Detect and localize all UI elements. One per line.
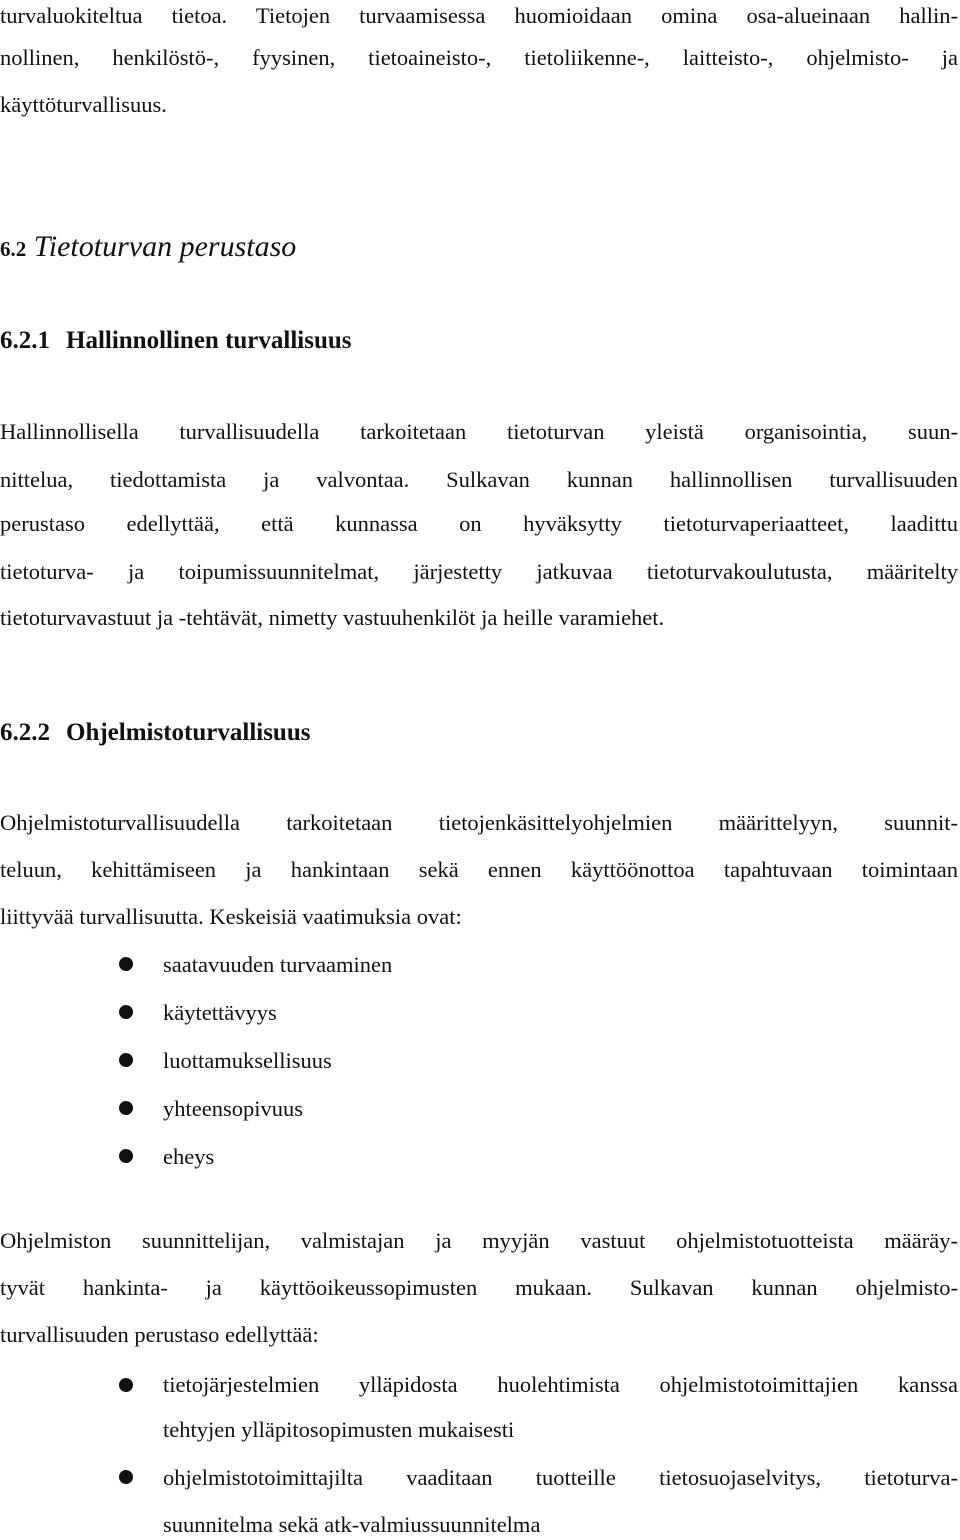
section-heading-6-2 <box>0 229 296 267</box>
paragraph-line: turvallisuuden perustaso edellyttää: <box>0 1322 319 1347</box>
subsection-title: Ohjelmistoturvallisuus <box>66 719 311 746</box>
list-item: eheys <box>163 1144 215 1169</box>
paragraph-line: perustaso edellyttää, että kunnassa on hyväksytty tietoturvaperiaatteet, laadittu <box>0 511 958 536</box>
bullet-icon <box>119 1053 133 1067</box>
paragraph-line: nittelua, tiedottamista ja valvontaa. Sulkavan kunnan hallinnollisen turvallisuuden <box>0 467 958 492</box>
subsection-heading-6-2-1 <box>0 325 352 357</box>
list-item-line: tehtyjen ylläpitosopimusten mukaisesti <box>163 1417 515 1442</box>
intro-line-2: nollinen, henkilöstö-, fyysinen, tietoaineisto-, tietoliikenne-, laitteisto-, ohjelmisto- ja <box>0 45 958 70</box>
paragraph-line: tietoturva- ja toipumissuunnitelmat, järjestetty jatkuvaa tietoturvakoulutusta, määritelty <box>0 559 958 584</box>
list-item-line: tietojärjestelmien ylläpidosta huolehtimista ohjelmistotoimittajien kanssa <box>163 1372 958 1397</box>
subsection-title: Hallinnollinen turvallisuus <box>66 327 352 354</box>
section-title: Tietoturvan perustaso <box>33 230 297 263</box>
paragraph-line: Ohjelmistoturvallisuudella tarkoitetaan tietojenkäsittelyohjelmien määrittelyyn, suunnit- <box>0 810 958 835</box>
bullet-icon <box>119 1149 133 1163</box>
intro-line-3: käyttöturvallisuus. <box>0 92 167 117</box>
list-item: luottamuksellisuus <box>163 1048 332 1073</box>
bullet-icon <box>119 1470 133 1484</box>
subsection-heading-6-2-2 <box>0 717 310 749</box>
list-item: käytettävyys <box>163 1000 277 1025</box>
paragraph-line: Hallinnollisella turvallisuudella tarkoitetaan tietoturvan yleistä organisointia, suun- <box>0 419 958 444</box>
intro-line-1: turvaluokiteltua tietoa. Tietojen turvaamisessa huomioidaan omina osa-alueinaan hallin- <box>0 3 958 28</box>
subsection-number: 6.2.1 <box>0 327 50 354</box>
bullet-icon <box>119 1101 133 1115</box>
bullet-icon <box>119 1005 133 1019</box>
paragraph-line: tietoturvavastuut ja -tehtävät, nimetty vastuuhenkilöt ja heille varamiehet. <box>0 605 665 630</box>
bullet-icon <box>119 957 133 971</box>
list-item-line: suunnitelma sekä atk-valmiussuunnitelma <box>163 1512 541 1537</box>
paragraph-line: tyvät hankinta- ja käyttöoikeussopimusten mukaan. Sulkavan kunnan ohjelmisto- <box>0 1275 958 1300</box>
list-item-line: ohjelmistotoimittajilta vaaditaan tuotteille tietosuojaselvitys, tietoturva- <box>163 1465 958 1490</box>
paragraph-line: liittyvää turvallisuutta. Keskeisiä vaatimuksia ovat: <box>0 904 462 929</box>
list-item: yhteensopivuus <box>163 1096 303 1121</box>
bullet-icon <box>119 1378 133 1392</box>
subsection-number: 6.2.2 <box>0 719 50 746</box>
paragraph-line: Ohjelmiston suunnittelijan, valmistajan ja myyjän vastuut ohjelmistotuotteista määräy- <box>0 1228 958 1253</box>
section-number: 6.2 <box>0 237 27 261</box>
list-item: saatavuuden turvaaminen <box>163 952 393 977</box>
paragraph-line: teluun, kehittämiseen ja hankintaan sekä ennen käyttöönottoa tapahtuvaan toimintaan <box>0 857 958 882</box>
